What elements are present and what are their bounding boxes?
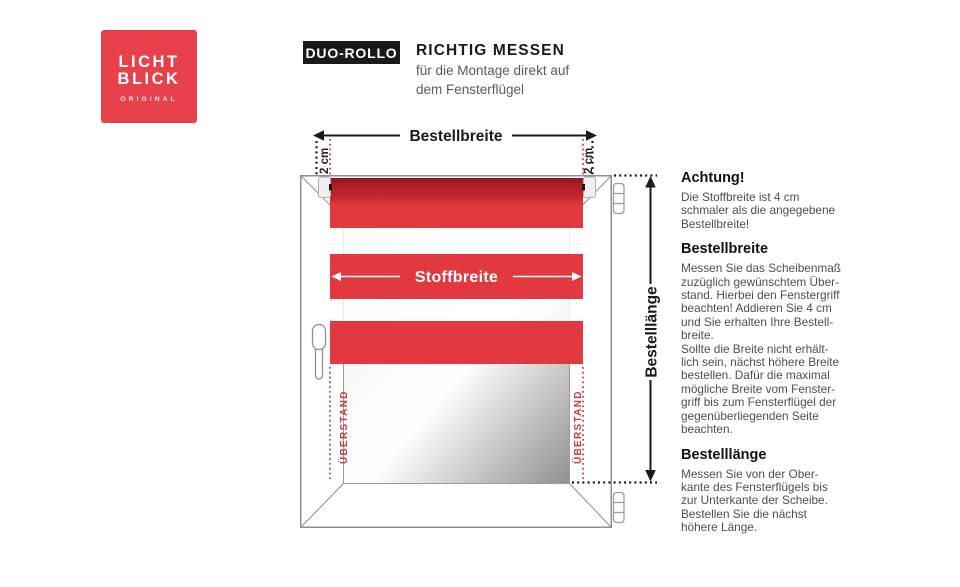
bestellbreite-dimension [313,128,597,177]
instructions-panel [681,170,849,545]
arrowhead-left-icon [313,130,324,141]
bestellbreite-label: Bestellbreite [409,128,503,145]
instruction-line: zur Unterkante der Scheibe. [681,493,828,508]
bestelllaenge-label: Bestelllänge [643,286,661,378]
section-bestellbreite [681,241,849,436]
instruction-line: und Sie erhalten Ihre Bestell- [681,314,834,329]
instruction-line: gegenüberliegenden Seite [681,408,819,423]
page-subtitle-line1: für die Montage direkt auf [416,63,570,78]
cassette-bar [319,178,595,197]
instruction-line: lich sein, nächst höhere Breite [681,355,840,370]
logo-text-original: ORIGINAL [120,96,178,103]
section-heading: Bestellbreite [681,241,769,258]
two-cm-label-right: 2 cm [583,147,595,174]
instruction-line: stand. Hierbei den Fenstergriff [681,288,840,303]
arrowhead-down-icon [645,470,656,482]
window-handle [313,325,326,380]
logo-text-licht: LICHT [118,53,180,71]
arrowhead-right-icon [586,130,597,141]
instruction-line: griff bis zum Fensterflügel der [681,395,837,410]
arrowhead-up-icon [645,176,656,188]
instruction-line: bestellen. Dafür die maximal [681,368,830,383]
section-heading: Bestelllänge [681,446,767,463]
instruction-line: zuzüglich gewünschtem Über- [681,274,840,289]
two-cm-label-left: 2 cm [319,147,331,174]
section-achtung [681,170,849,231]
cassette [319,177,596,198]
instruction-line: Die Stoffbreite ist 4 cm [681,190,800,204]
bestelllaenge-dimension [572,176,661,483]
instruction-line: Messen Sie das Scheibenmaß [681,261,841,276]
instruction-line: Sollte die Breite nicht erhält- [681,341,829,356]
instruction-line: kante des Fensterflügels bis [681,479,828,494]
fabric-stripe-3 [330,321,583,364]
instruction-line: höhere Länge. [681,520,758,535]
instruction-line: Bestellbreite! [681,216,750,231]
instruction-line: beachten. [681,422,733,437]
fabric-sheer-1 [330,228,583,254]
cassette-end-cap-right [584,177,596,198]
instruction-line: beachten! Addieren Sie 4 cm [681,301,832,316]
fabric-sheer-2 [330,299,583,321]
window-hinge-bottom [614,493,625,523]
product-badge: DUO-ROLLO [303,41,400,64]
instruction-line: schmaler als die angegebene [681,203,836,218]
logo-text-blick: BLICK [117,70,181,88]
instruction-line: mögliche Breite vom Fenster- [681,381,836,396]
stoffbreite-label: Stoffbreite [414,269,499,286]
page-title: RICHTIG MESSEN [416,42,565,59]
bracket-screw-left [329,184,332,191]
page-subtitle-line2: dem Fensterflügel [416,81,525,97]
ueberstand-label-left: ÜBERSTAND [339,390,350,464]
ueberstand-label-right: ÜBERSTAND [573,390,584,464]
instruction-line: Bestellen Sie die nächst [681,506,807,521]
bracket-screw-right [582,184,585,191]
section-bestelllaenge [681,447,849,535]
instruction-line: Messen Sie von der Ober- [681,466,819,481]
cassette-end-cap-left [319,177,331,198]
window-hinge-top [614,184,625,214]
fabric-stripe-1 [330,196,583,228]
section-heading: Achtung! [681,170,745,186]
instruction-line: breite. [681,328,714,343]
